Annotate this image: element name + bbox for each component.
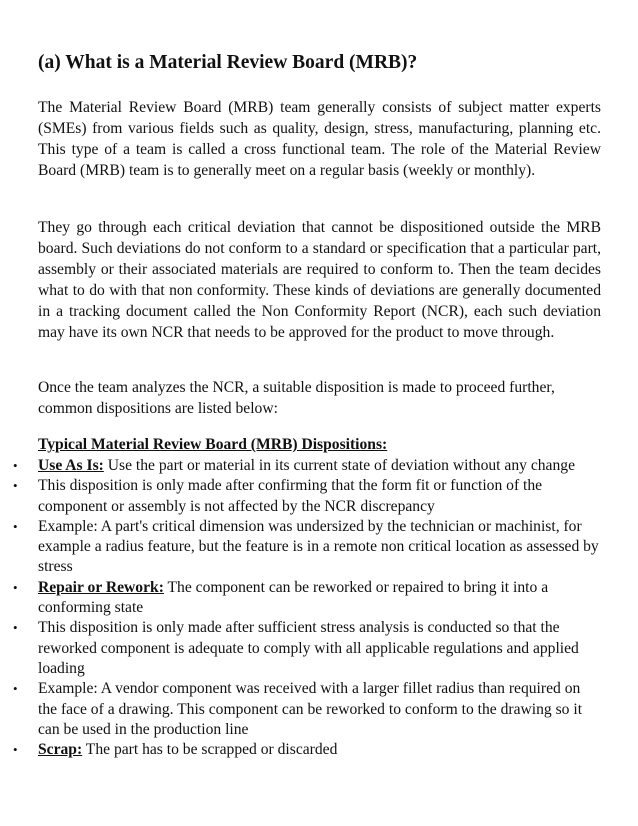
bullet-icon: • — [13, 579, 18, 595]
list-item-text: The part has to be scrapped or discarded — [82, 741, 338, 759]
paragraph-disposition-intro: Once the team analyzes the NCR, a suitable disposition is made to proceed further, common dispositions are listed below: — [38, 379, 555, 417]
dispositions-heading: Typical Material Review Board (MRB) Dispositions: — [38, 436, 388, 453]
list-item-text: This disposition is only made after confirming that the form fit or function of the component or assembly is not affected by the NCR discrepancy — [38, 477, 543, 515]
page-title: (a) What is a Material Review Board (MRB)? — [38, 52, 418, 73]
list-item-text: Use the part or material in its current state of deviation without any change — [103, 457, 575, 474]
list-item — [0, 517, 600, 578]
list-item-text: This disposition is only made after sufficient stress analysis is conducted so that the reworked component is adequate to comply with all applicable regulations and applied loading — [38, 619, 579, 677]
paragraph-critical-deviation: They go through each critical deviation that cannot be dispositioned outside the MRB board. Such deviations do not conform to a standard or specification that a particular part, assembly or their associated materials are required to conform to. Then the team decides what to do with that non conformity. These kinds of deviations are generally documented in a tracking document called the Non Conformity Report (NCR), each such deviation may have its own NCR that needs to be approved for the product to move through. — [38, 219, 601, 341]
bullet-icon: • — [13, 518, 18, 534]
bullet-icon: • — [13, 620, 18, 636]
bullet-icon: • — [13, 681, 18, 697]
paragraph-mrb-team: The Material Review Board (MRB) team generally consists of subject matter experts (SMEs) from various fields such as quality, design, stress, manufacturing, planning etc. This type of a team is called a cross functional team. The role of the Material Review Board (MRB) team is to generally meet on a regular basis (weekly or monthly). — [38, 99, 601, 179]
list-item — [0, 456, 600, 476]
list-item — [0, 679, 600, 740]
list-item — [0, 740, 600, 760]
bullet-icon: • — [13, 458, 18, 473]
dispositions-list — [0, 456, 600, 760]
disposition-term: Use As Is: — [38, 457, 104, 474]
list-item — [0, 618, 600, 679]
disposition-term: Repair or Rework: — [38, 578, 164, 596]
list-item-text: Example: A part's critical dimension was undersized by the technician or machinist, for example a radius feature, but the feature is in a remote non critical location as assessed by stress — [38, 517, 599, 576]
bullet-icon: • — [13, 742, 18, 758]
disposition-term: Scrap: — [38, 741, 83, 759]
list-item — [0, 476, 600, 517]
bullet-icon: • — [13, 478, 18, 494]
list-item — [0, 578, 600, 619]
list-item-text: The component can be reworked or repaired to bring it into a conforming state — [38, 578, 549, 617]
list-item-text: Example: A vendor component was received with a larger fillet radius than required on the face of a drawing. This component can be reworked to conform to the drawing so it can be used in the production line — [38, 680, 583, 738]
